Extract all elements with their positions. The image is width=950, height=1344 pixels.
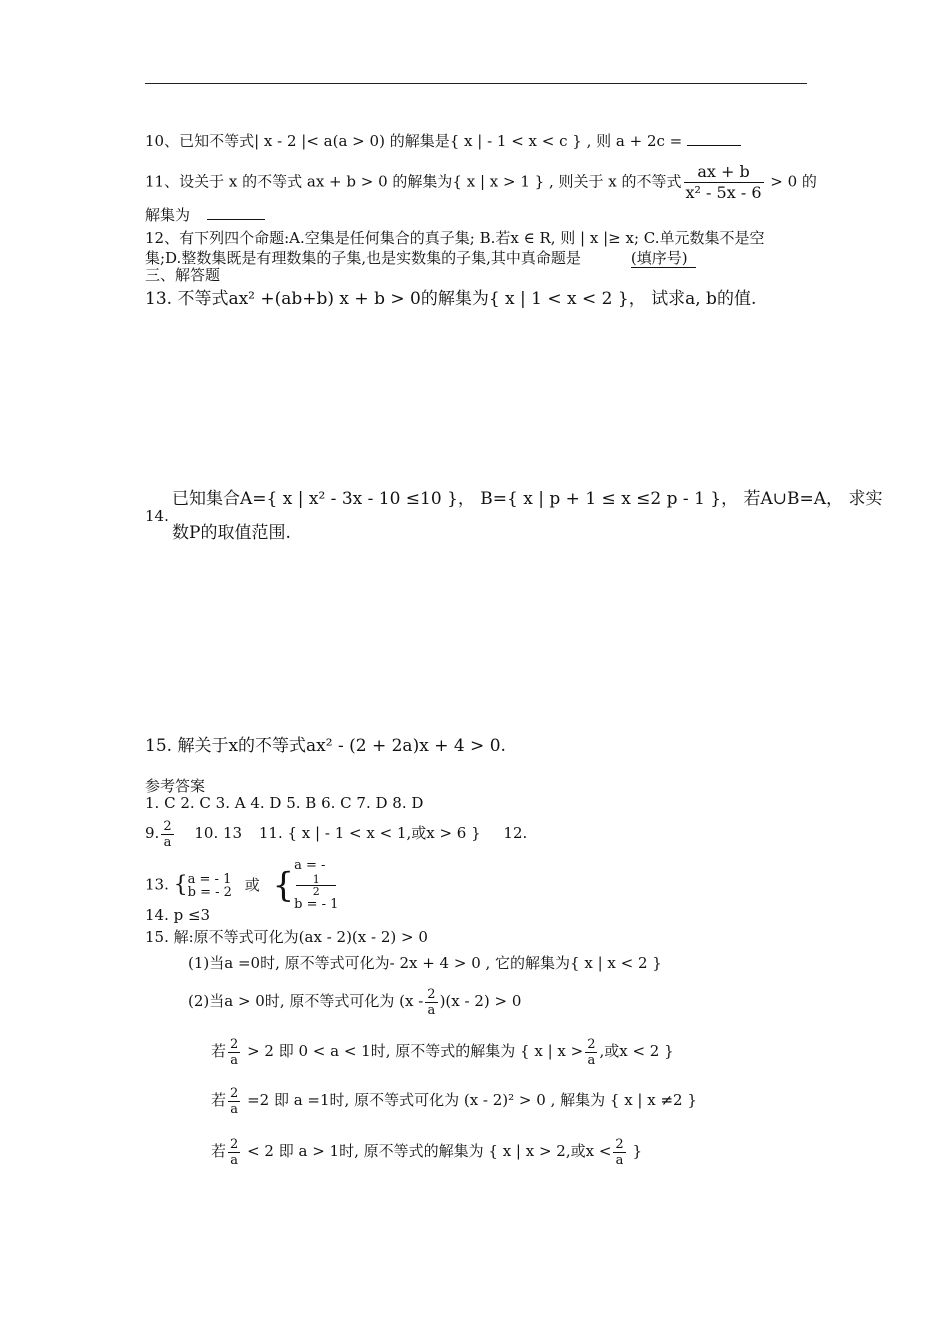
question-14-number: 14. [145, 507, 169, 525]
a15-r2-fraction [228, 1086, 240, 1117]
q11-frac-den: x² - 5x - 6 [685, 183, 762, 202]
answers-9-12 [145, 815, 527, 851]
answer-15-range1 [211, 1032, 674, 1070]
a15-r3-pre: 若 [211, 1142, 227, 1160]
a15-r1-fraction-2 [585, 1037, 597, 1068]
a13-sys1-a: a = - 1 [187, 871, 232, 887]
q11-frac-num: ax + b [684, 162, 764, 183]
q11-ineq: ax + b > 0 [302, 172, 393, 191]
question-12-line2 [145, 248, 696, 268]
a9-label: 9. [145, 824, 160, 842]
q12-line2: 集;D.整数集既是有理数集的子集,也是实数集的子集,其中真命题是 [145, 249, 581, 267]
a15-r2-num: 2 [230, 1085, 239, 1101]
answer-15-case1: (1)当a =0时, 原不等式可化为- 2x + 4 > 0 , 它的解集为{ x | x < 2 } [188, 954, 662, 972]
a15-r2-pre: 若 [211, 1091, 227, 1109]
q11-line2: 解集为 [145, 206, 191, 224]
answer-15-head: 15. 解:原不等式可化为(ax - 2)(x - 2) > 0 [145, 928, 428, 946]
a13-sys2-frac-den: 2 [312, 885, 320, 898]
q11-set: { x | x > 1 } [452, 172, 545, 191]
answer-15-range3 [211, 1132, 642, 1170]
question-15: 15. 解关于x的不等式ax² - (2 + 2a)x + 4 > 0. [145, 736, 506, 756]
a11: 11. { x | - 1 < x < 1,或x > 6 } [258, 824, 481, 842]
q11-var-2: x [608, 172, 622, 191]
a15-r1-fraction [228, 1037, 240, 1068]
a15-r3-fraction [228, 1137, 240, 1168]
a13-sys1-b: b = - 2 [187, 884, 232, 900]
a15-c2-pre: (2)当a > 0时, 原不等式可化为 (x - [188, 992, 424, 1010]
q11-mid1: 的不等式 [242, 172, 303, 191]
q10-formula: | x - 2 |< a(a > 0) [254, 132, 385, 150]
q10-answer-blank [687, 131, 741, 146]
a15-r1-pre: 若 [211, 1042, 227, 1060]
answer-15-case2 [188, 982, 521, 1020]
q11-tail: > 0 的 [765, 172, 817, 191]
a10: 10. 13 [194, 824, 243, 842]
a9-num: 2 [163, 818, 172, 834]
a15-r3-num: 2 [230, 1136, 239, 1152]
a13-sys2-fraction [296, 874, 336, 897]
a12: 12. [503, 824, 528, 842]
q11-mid3: , 则关于 [544, 172, 609, 191]
q10-tail: , 则 a + 2c = [581, 132, 687, 150]
answer-14: 14. p ≤3 [145, 906, 211, 924]
a13-brace-2: { [272, 865, 295, 906]
question-12-line1: 12、有下列四个命题:A.空集是任何集合的真子集; B.若x ∈ R, 则 | x |≥ x; C.单元数集不是空 [145, 229, 765, 247]
q10-lead: 10、已知不等式 [145, 132, 255, 150]
question-13: 13. 不等式ax² +(ab+b) x + b > 0的解集为{ x | 1 < x < 2 }， 试求a, b的值. [145, 289, 757, 309]
a15-r1-den2: a [587, 1052, 596, 1068]
a13-system-1 [188, 873, 232, 899]
a15-c2-fraction [425, 987, 437, 1018]
q11-mid4: 的不等式 [621, 172, 682, 191]
a15-c2-den: a [427, 1002, 436, 1018]
question-10 [145, 131, 741, 151]
a15-r3-den2: a [615, 1152, 624, 1168]
question-14-line2: 数P的取值范围. [172, 523, 291, 543]
section-heading: 三、解答题 [145, 266, 221, 284]
a13-sys2-frac-num: 1 [296, 874, 336, 886]
question-11-line2 [145, 205, 265, 225]
a15-r1-post: ,或x < 2 } [599, 1042, 674, 1060]
q11-answer-blank [207, 205, 265, 220]
a9-fraction [161, 819, 173, 850]
a15-r1-den: a [230, 1052, 239, 1068]
a15-r2-post: =2 即 a =1时, 原不等式可化为 (x - 2)² > 0 , 解集为 { x | x ≠2 } [242, 1091, 697, 1109]
a13-sys2-b: b = - 1 [294, 897, 339, 912]
a15-r1-mid: > 2 即 0 < a < 1时, 原不等式的解集为 { x | x > [242, 1042, 584, 1060]
a15-r3-mid: < 2 即 a > 1时, 原不等式的解集为 { x | x > 2,或x < [242, 1142, 612, 1160]
a13-system-2 [294, 858, 338, 913]
q11-lead: 11、设关于 [145, 172, 225, 191]
a15-r1-num2: 2 [587, 1036, 596, 1052]
a15-c2-num: 2 [427, 986, 436, 1002]
a15-r3-post: } [627, 1142, 643, 1160]
q11-var: x [224, 172, 243, 191]
q10-mid: 的解集是 [384, 132, 450, 150]
question-14-line1: 已知集合A={ x | x² - 3x - 10 ≤10 }， B={ x | p + 1 ≤ x ≤2 p - 1 }， 若A∪B=A， 求实 [172, 489, 883, 509]
a15-r3-fraction-2 [613, 1137, 625, 1168]
a13-brace-1: { [173, 872, 188, 898]
q10-set: { x | - 1 < x < c } [449, 132, 582, 150]
q11-mid2: 的解集为 [392, 172, 453, 191]
a15-r3-den: a [230, 1152, 239, 1168]
answer-15-range2 [211, 1081, 697, 1119]
a13-or: 或 [244, 875, 260, 894]
q12-fill-blank: (填序号) [631, 249, 696, 268]
a15-c2-post: )(x - 2) > 0 [439, 992, 522, 1010]
header-rule [145, 83, 807, 84]
a9-den: a [163, 834, 172, 850]
answers-title: 参考答案 [145, 777, 206, 795]
a15-r1-num: 2 [230, 1036, 239, 1052]
a13-label: 13. [145, 875, 169, 894]
a13-sys2-row-a [294, 858, 338, 897]
a15-r3-num2: 2 [615, 1136, 624, 1152]
q11-fraction [684, 162, 764, 203]
a15-r2-den: a [230, 1101, 239, 1117]
question-11 [145, 162, 817, 203]
answers-1-8: 1. C 2. C 3. A 4. D 5. B 6. C 7. D 8. D [145, 794, 424, 812]
a13-sys2-a: a = - [294, 858, 326, 873]
